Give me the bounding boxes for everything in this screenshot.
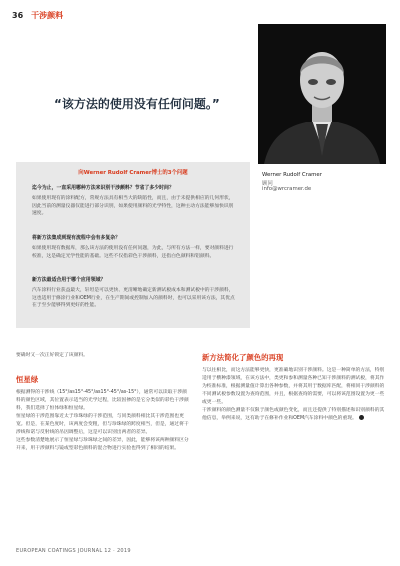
paragraph-3: 这些参数清楚地展示了恒星绿与珍珠绿之间的差异，因此，能够将该两种颜料区分开来，用干涉颜料与镜或型彩色颜料的混合物进行实验也得到了相同的结果。 [16,438,189,451]
right-paragraph-1: 与以往相比，而这方法能够更快，更准确地识别干涉颜料。这是一种简单的方法，特别适用于横种漆领域，在该方法中，类更和参和测量各种已知干涉颜料的测试板，将其作为校准标准，根据测量值计算出各种参数，并将其用于数据库匹配，将相同干涉颜料的不同测试板参数设置为查询范围，并且，根据查询的需要，可以将该范围设置为更一些或更一些。 [202,368,385,405]
answer-3: 汽车涂料行业获益最大，轩坦是可以更快、更清晰地确定新测试板成本和测试板中的干涉颜料，这也适用于修涂行业和OEM行业，在生产期间或控制加入的颜料时，也可以采用该方法，其优点在于至少能够得到更好的性能。 [32,288,235,309]
answer-1: 如果使用现有的涂料配方，常规方法具有相当大的缺陷性，而且，由于未提供相应的几何形状，因此当前的测量仪器仅能进行部分识别，如果使用颜料的光学特性，这种主动方法能够加快识别速度。 [32,196,234,217]
caption-role: 顾问 [262,181,273,187]
right-paragraph-2: 干涉颜料的颜色测量不仅限于颜色或颜色变化，而且还提供了特别描述和识别颜料的其他信息，举例来说，这有助于在修补作业和OEM汽车涂料中颜色的重现。 [202,408,385,421]
section-title: 干涉颜料 [31,11,64,20]
answer-2: 如果使用现有数据库，那么该方法的使用没有任何问题，为此，与所有方法一样，要对颜料进行校准，这是确定光学性能的基础。这些不仅指彩色干涉颜料，还指白色颜料和铝颜料。 [32,246,234,259]
end-mark-icon [359,415,364,420]
caption-name: Werner Rudolf Cramer [262,172,322,178]
pull-quote: “该方法的使用没有任何问题。” [54,97,220,111]
portrait-photo [258,24,386,164]
portrait-image [258,24,386,164]
paragraph-2: 恒星绿的干涉范围靠近太于珍珠绿的干涉范围，与同类颜料相比其干涉范围也更宽。但是，在某色度时，该两度会变粗，但与珍珠绿的跨度相当，但是，通过将干涉线和诺与反射线的吊因调整后，这是可以识别出两者的差异。 [16,414,189,435]
interview-box [16,162,250,328]
question-3: 新方法最适合用于哪个应用领域？ [32,277,106,283]
caption-email[interactable]: info@wrcramer.de [262,186,312,192]
page-footer: EUROPEAN COATINGS JOURNAL 12 · 2019 [16,548,131,554]
right-column [202,352,386,423]
right-paragraph-2-wrap [202,407,386,423]
question-1: 迄今为止，一直采用哪种方法来识别干涉颜料？节省了多少时间？ [32,185,174,191]
box-title: 向Werner Rudolf Cramer博士的3个问题 [78,170,188,176]
heading-new-method: 新方法简化了颜色的再现 [202,353,284,362]
question-2: 将新方法集成到现有流程中会有多复杂？ [32,235,121,241]
page-header [12,10,63,21]
heading-star-green: 恒星绿 [16,375,39,384]
page-number: 36 [12,11,24,20]
intro-text: 要确时又一次正好锁定了该颜料。 [16,353,88,358]
paragraph-1: 根据测得的干涉线（15°/as15°-45°/as15°-45°/as-15°），通常可以读取干涉颜料的颜色区域，其位置表示适当的光学过程，比较因掺的是它分类似的彩色干涉颜料，我们选择了恒体绿和恒星绿。 [16,390,189,411]
left-column [16,352,190,453]
